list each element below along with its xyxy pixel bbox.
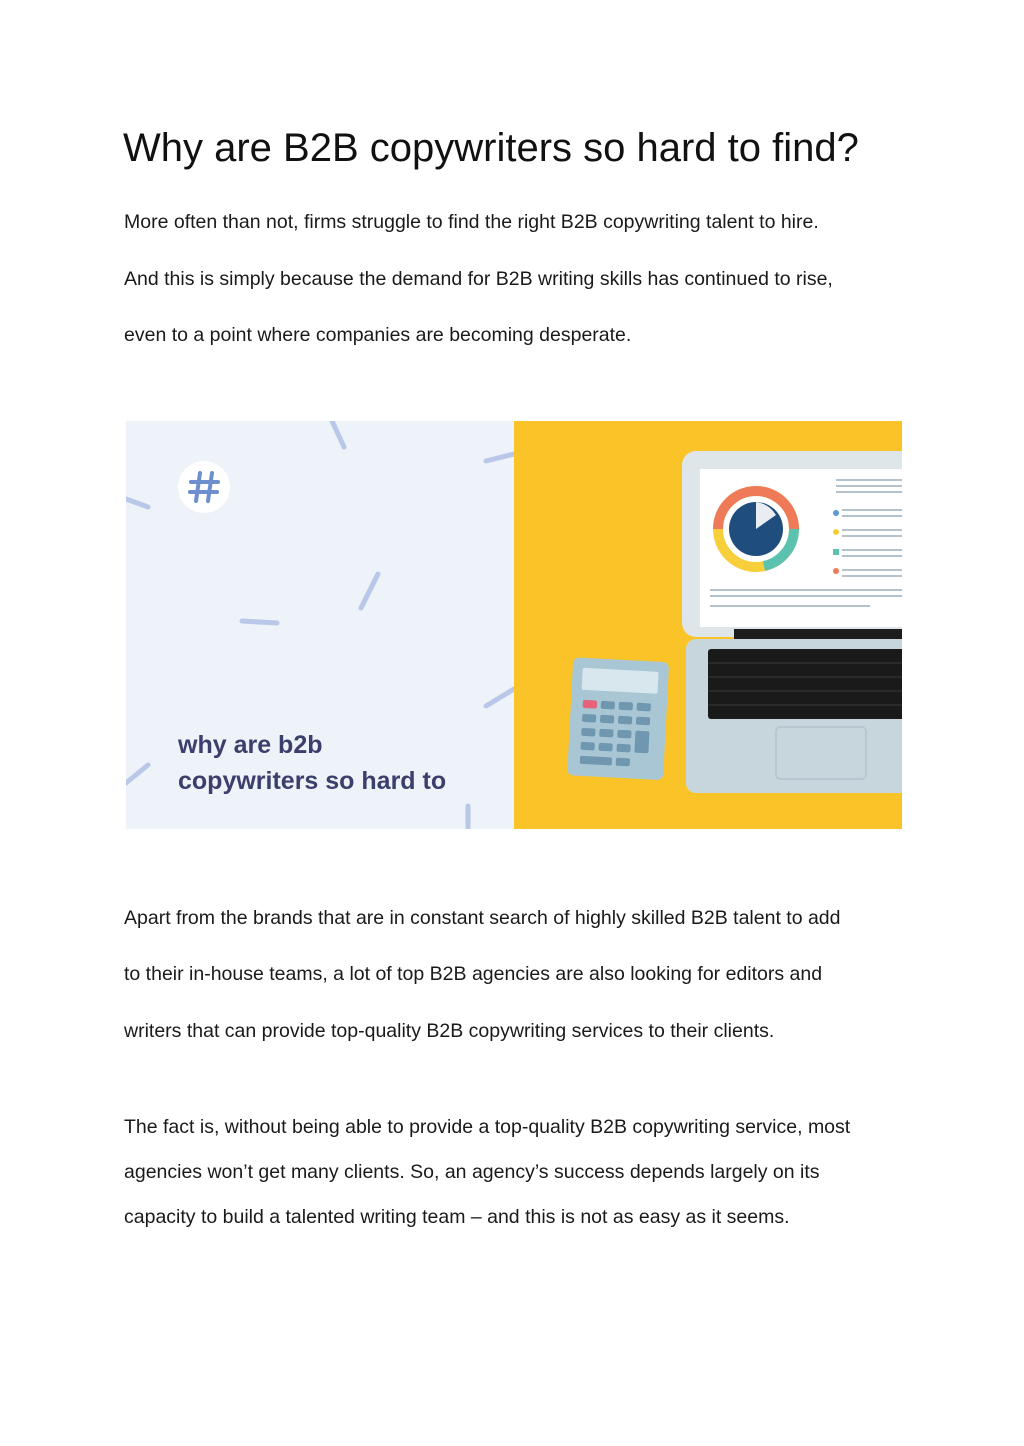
paragraph-fact-line3: capacity to build a talented writing team – and this is not as easy as it seems. xyxy=(124,1206,790,1228)
paragraph-agencies-line3: writers that can provide top-quality B2B copywriting services to their clients. xyxy=(124,1020,775,1042)
paragraph-demand-line1: And this is simply because the demand for B2B writing skills has continued to rise, xyxy=(124,268,833,290)
page-title: Why are B2B copywriters so hard to find? xyxy=(123,126,859,170)
hash-icon xyxy=(187,470,221,504)
laptop-calculator-illustration xyxy=(514,421,902,829)
paragraph-demand-line2: even to a point where companies are becoming desperate. xyxy=(124,324,632,346)
hero-image xyxy=(126,421,902,829)
paragraph-fact-line2: agencies won’t get many clients. So, an agency’s success depends largely on its xyxy=(124,1161,820,1183)
paragraph-agencies-line1: Apart from the brands that are in constant search of highly skilled B2B talent to add xyxy=(124,907,841,929)
hero-right-panel xyxy=(514,421,902,829)
hero-caption xyxy=(178,727,446,799)
hero-left-panel xyxy=(126,421,514,829)
paragraph-intro: More often than not, firms struggle to find the right B2B copywriting talent to hire. xyxy=(124,211,819,233)
paragraph-fact-line1: The fact is, without being able to provide a top-quality B2B copywriting service, most xyxy=(124,1116,851,1138)
hero-caption-line1: why are b2b xyxy=(178,731,323,759)
hero-caption-line2: copywriters so hard to xyxy=(178,767,447,795)
paragraph-agencies-line2: to their in-house teams, a lot of top B2B agencies are also looking for editors and xyxy=(124,963,823,985)
hash-badge xyxy=(178,461,230,513)
